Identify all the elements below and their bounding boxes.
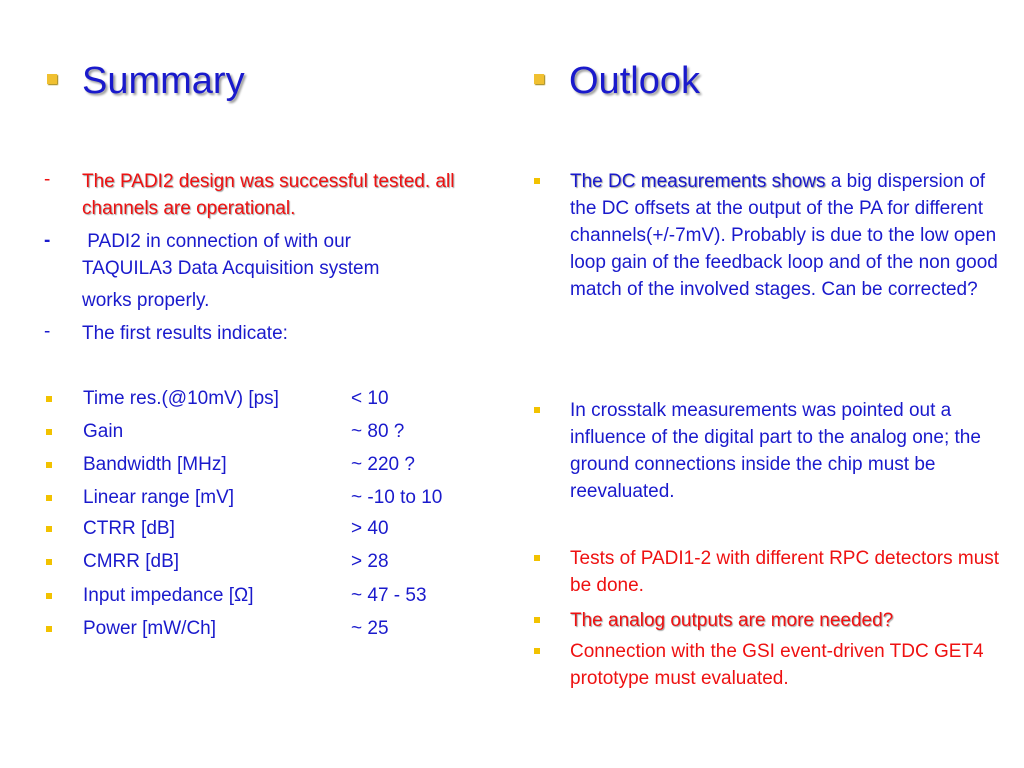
spec-label: Gain [83,421,124,442]
spec-label: Bandwidth [MHz] [83,454,227,475]
spec-value: ~ 47 - 53 [351,585,427,606]
bullet-square-icon [534,617,540,623]
summary-item-text: The first results indicate: [82,323,288,344]
bullet-square-icon [46,462,52,468]
summary-item-marker: - [44,169,51,190]
summary-item-text-line3: works properly. [82,290,210,311]
summary-item-marker: - [44,230,51,251]
bullet-square-icon [534,555,540,561]
spec-value: > 28 [351,551,389,572]
bullet-square-icon [46,396,52,402]
summary-item-text-line1: PADI2 in connection of with our [82,231,351,252]
spec-label: CTRR [dB] [83,518,175,539]
outlook-title-bullet-icon [534,74,544,84]
spec-label: Power [mW/Ch] [83,618,217,639]
bullet-square-icon [46,495,52,501]
bullet-square-icon [46,429,52,435]
spec-value: ~ -10 to 10 [351,487,443,508]
bullet-square-icon [46,559,52,565]
spec-value: < 10 [351,388,389,409]
bullet-square-icon [46,593,52,599]
summary-item-marker: - [44,321,51,342]
bullet-square-icon [534,178,540,184]
summary-item-text-line2: TAQUILA3 Data Acquisition system [82,258,380,279]
outlook-item-text: Connection with the GSI event-driven TDC GET4 prototype must evaluated. [570,641,984,689]
spec-value: ~ 220 ? [351,454,415,475]
outlook-item [570,168,1000,303]
outlook-item-text: Tests of PADI1-2 with different RPC detectors must be done. [570,548,1000,596]
outlook-item-lead: The DC measurements shows [570,171,826,192]
spec-value: > 40 [351,518,389,539]
bullet-square-icon [46,626,52,632]
bullet-square-icon [534,648,540,654]
summary-title: Summary [82,60,245,102]
summary-title-bullet-icon [47,74,57,84]
outlook-item-text: The analog outputs are more needed? [570,610,894,631]
outlook-item-text: a big dispersion of the DC offsets at the output of the PA for different channels(+/-7mV). Probably is due to the low open loop gain of the feedback loop and of the non good match of the involved stages. Can be corrected? [570,171,998,300]
spec-value: ~ 80 ? [351,421,405,442]
spec-value: ~ 25 [351,618,389,639]
spec-label: CMRR [dB] [83,551,180,572]
summary-item-text: The PADI2 design was successful tested. all channels are operational. [82,171,455,219]
spec-label: Input impedance [Ω] [83,585,254,606]
spec-label: Time res.(@10mV) [ps] [83,388,279,409]
bullet-square-icon [534,407,540,413]
outlook-item-text: In crosstalk measurements was pointed out a influence of the digital part to the analog one; the ground connections inside the chip must be reevaluated. [570,400,981,502]
spec-label: Linear range [mV] [83,487,235,508]
outlook-title: Outlook [569,60,700,102]
bullet-square-icon [46,526,52,532]
